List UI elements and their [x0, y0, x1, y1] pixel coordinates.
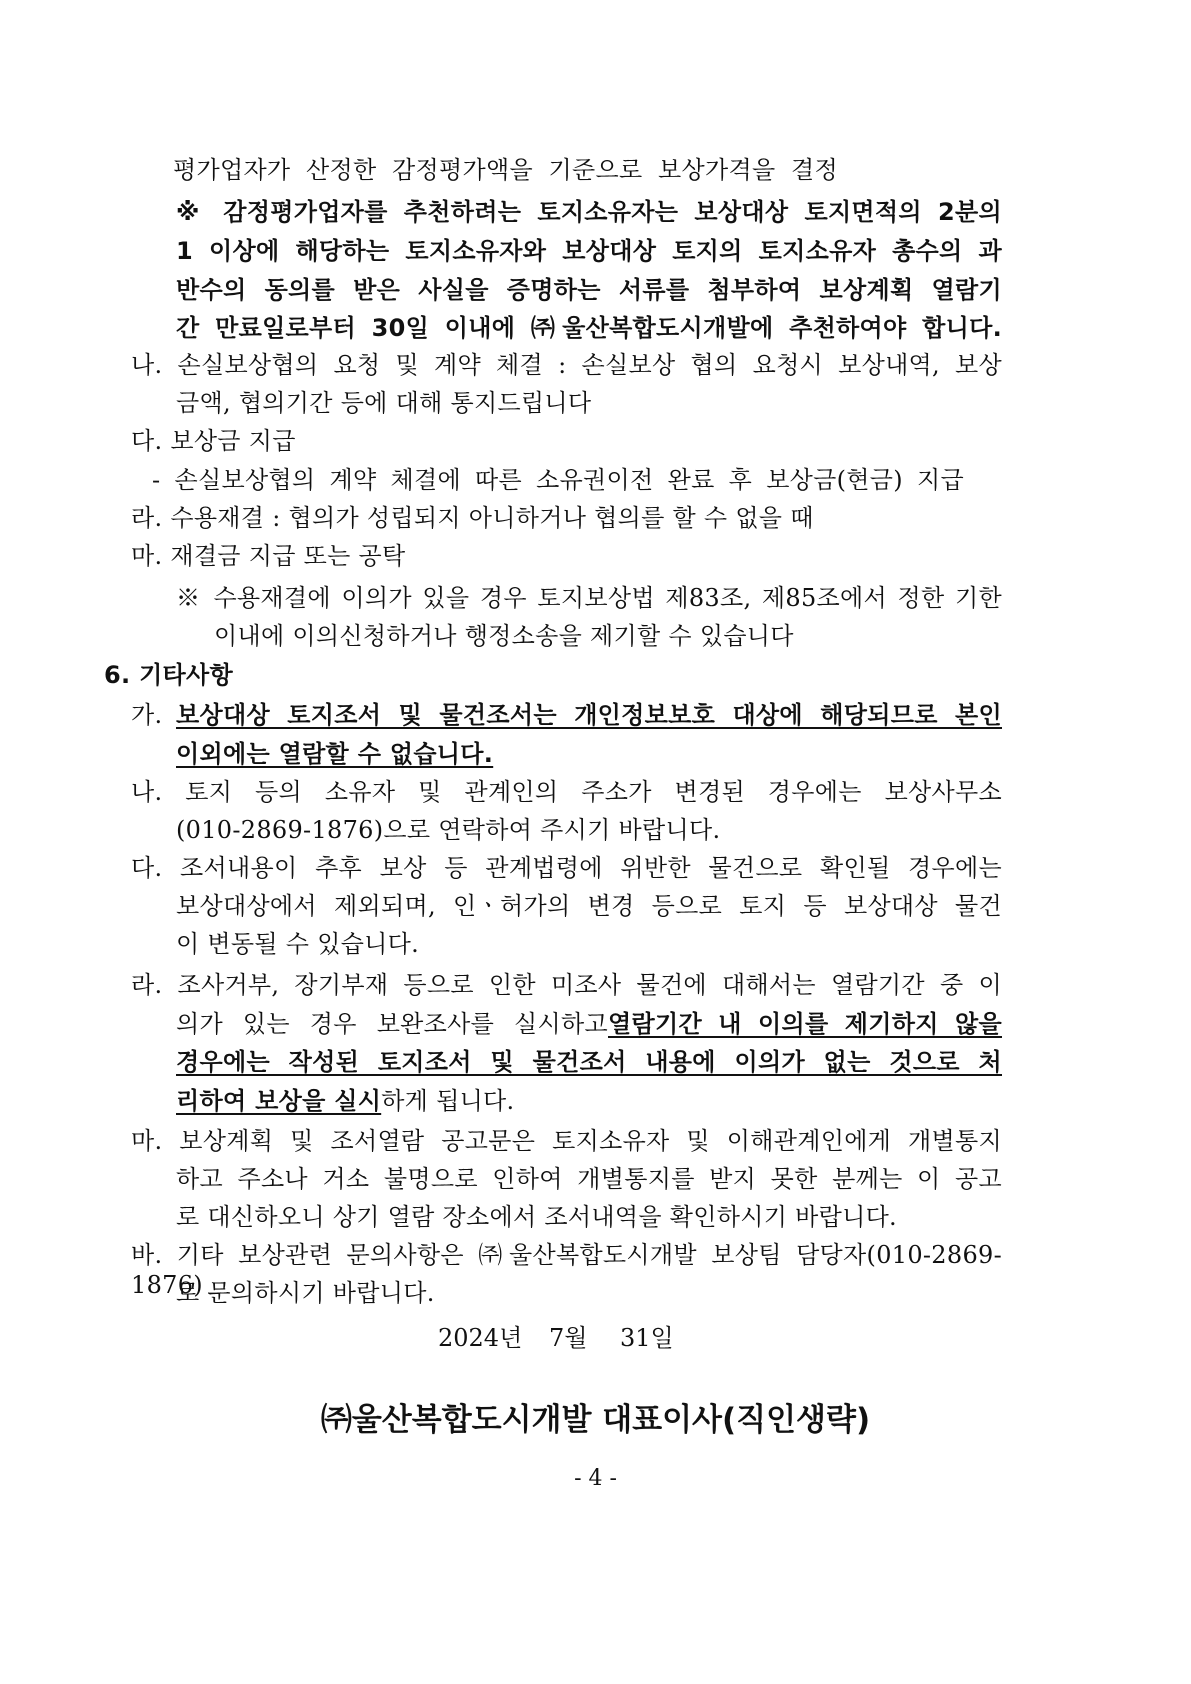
underlined-text: 열람기간 내 이의를 제기하지 않을 [608, 1010, 1002, 1038]
text-line: 이 변동될 수 있습니다. [176, 930, 420, 958]
text-line: (010-2869-1876)으로 연락하여 주시기 바랍니다. [176, 816, 721, 844]
text-line: 보상대상에서 제외되며, 인ㆍ허가의 변경 등으로 토지 등 보상대상 물건 [176, 892, 1002, 920]
item-ba-line: 바. 기타 보상관련 문의사항은 ㈜울산복합도시개발 보상팀 담당자(010-2869-1876) [131, 1241, 1002, 1299]
item-da-line: 다. 조서내용이 추후 보상 등 관계법령에 위반한 물건으로 확인될 경우에는 [131, 854, 1002, 882]
text-line: 로 문의하시기 바랍니다. [176, 1279, 435, 1307]
text-line: 하고 주소나 거소 불명으로 인하여 개별통지를 받지 못한 분께는 이 공고 [176, 1165, 1002, 1193]
mixed-line [176, 1086, 514, 1116]
text-line: - 손실보상협의 계약 체결에 따른 소유권이전 완료 후 보상금(현금) 지급 [152, 466, 964, 494]
date-day: 31일 [620, 1324, 674, 1352]
underlined-text: 리하여 보상을 실시 [176, 1087, 382, 1115]
notice-line: 1 이상에 해당하는 토지소유자와 보상대상 토지의 토지소유자 총수의 과 [176, 237, 1002, 265]
section-heading: 6. 기타사항 [104, 661, 234, 689]
underlined-text: 경우에는 작성된 토지조서 및 물건조서 내용에 이의가 없는 것으로 처 [176, 1048, 1002, 1076]
text-segment: 하게 됩니다. [381, 1087, 515, 1115]
underlined-text: 보상대상 토지조서 및 물건조서는 개인정보보호 대상에 해당되므로 본인 [176, 701, 1002, 729]
item-ma-line: 마. 보상계획 및 조서열람 공고문은 토지소유자 및 이해관계인에게 개별통지 [131, 1127, 1002, 1155]
text-line: 이내에 이의신청하거나 행정소송을 제기할 수 있습니다 [214, 622, 794, 650]
date-month: 7월 [549, 1324, 588, 1352]
underlined-text: 이외에는 열람할 수 없습니다. [176, 740, 494, 768]
notice-line: ※ 감정평가업자를 추천하려는 토지소유자는 보상대상 토지면적의 2분의 [176, 198, 1002, 226]
item-ra-line: 라. 조사거부, 장기부재 등으로 인한 미조사 물건에 대해서는 열람기간 중 이 [131, 971, 1002, 999]
mixed-line [176, 1009, 1002, 1039]
item-na-line: 나. 토지 등의 소유자 및 관계인의 주소가 변경된 경우에는 보상사무소 [131, 778, 1002, 806]
item-ga-line [131, 700, 1002, 730]
text-line: 로 대신하오니 상기 열람 장소에서 조서내역을 확인하시기 바랍니다. [176, 1203, 897, 1231]
notice-line: 간 만료일로부터 30일 이내에 ㈜울산복합도시개발에 추천하여야 합니다. [176, 314, 1002, 342]
item-da-line: 다. 보상금 지급 [131, 427, 296, 455]
signature-line: ㈜울산복합도시개발 대표이사(직인생략) [320, 1402, 871, 1438]
text-segment: 의가 있는 경우 보완조사를 실시하고 [176, 1010, 608, 1038]
page-number: - 4 - [574, 1466, 617, 1491]
item-ra-line: 라. 수용재결 : 협의가 성립되지 아니하거나 협의를 할 수 없을 때 [131, 504, 814, 532]
date-year: 2024년 [438, 1324, 523, 1352]
item-ma-line: 마. 재결금 지급 또는 공탁 [131, 542, 406, 570]
item-na-line: 나. 손실보상협의 요청 및 계약 체결 : 손실보상 협의 요청시 보상내역, 보상 [131, 351, 1002, 379]
item-marker: 가. [131, 701, 163, 729]
text-line: 평가업자가 산정한 감정평가액을 기준으로 보상가격을 결정 [173, 156, 838, 184]
notice-line: 반수의 동의를 받은 사실을 증명하는 서류를 첨부하여 보상계획 열람기 [176, 276, 1002, 304]
text-line: 금액, 협의기간 등에 대해 통지드립니다 [176, 389, 592, 417]
text-line: ※ 수용재결에 이의가 있을 경우 토지보상법 제83조, 제85조에서 정한 기한 [176, 584, 1002, 612]
